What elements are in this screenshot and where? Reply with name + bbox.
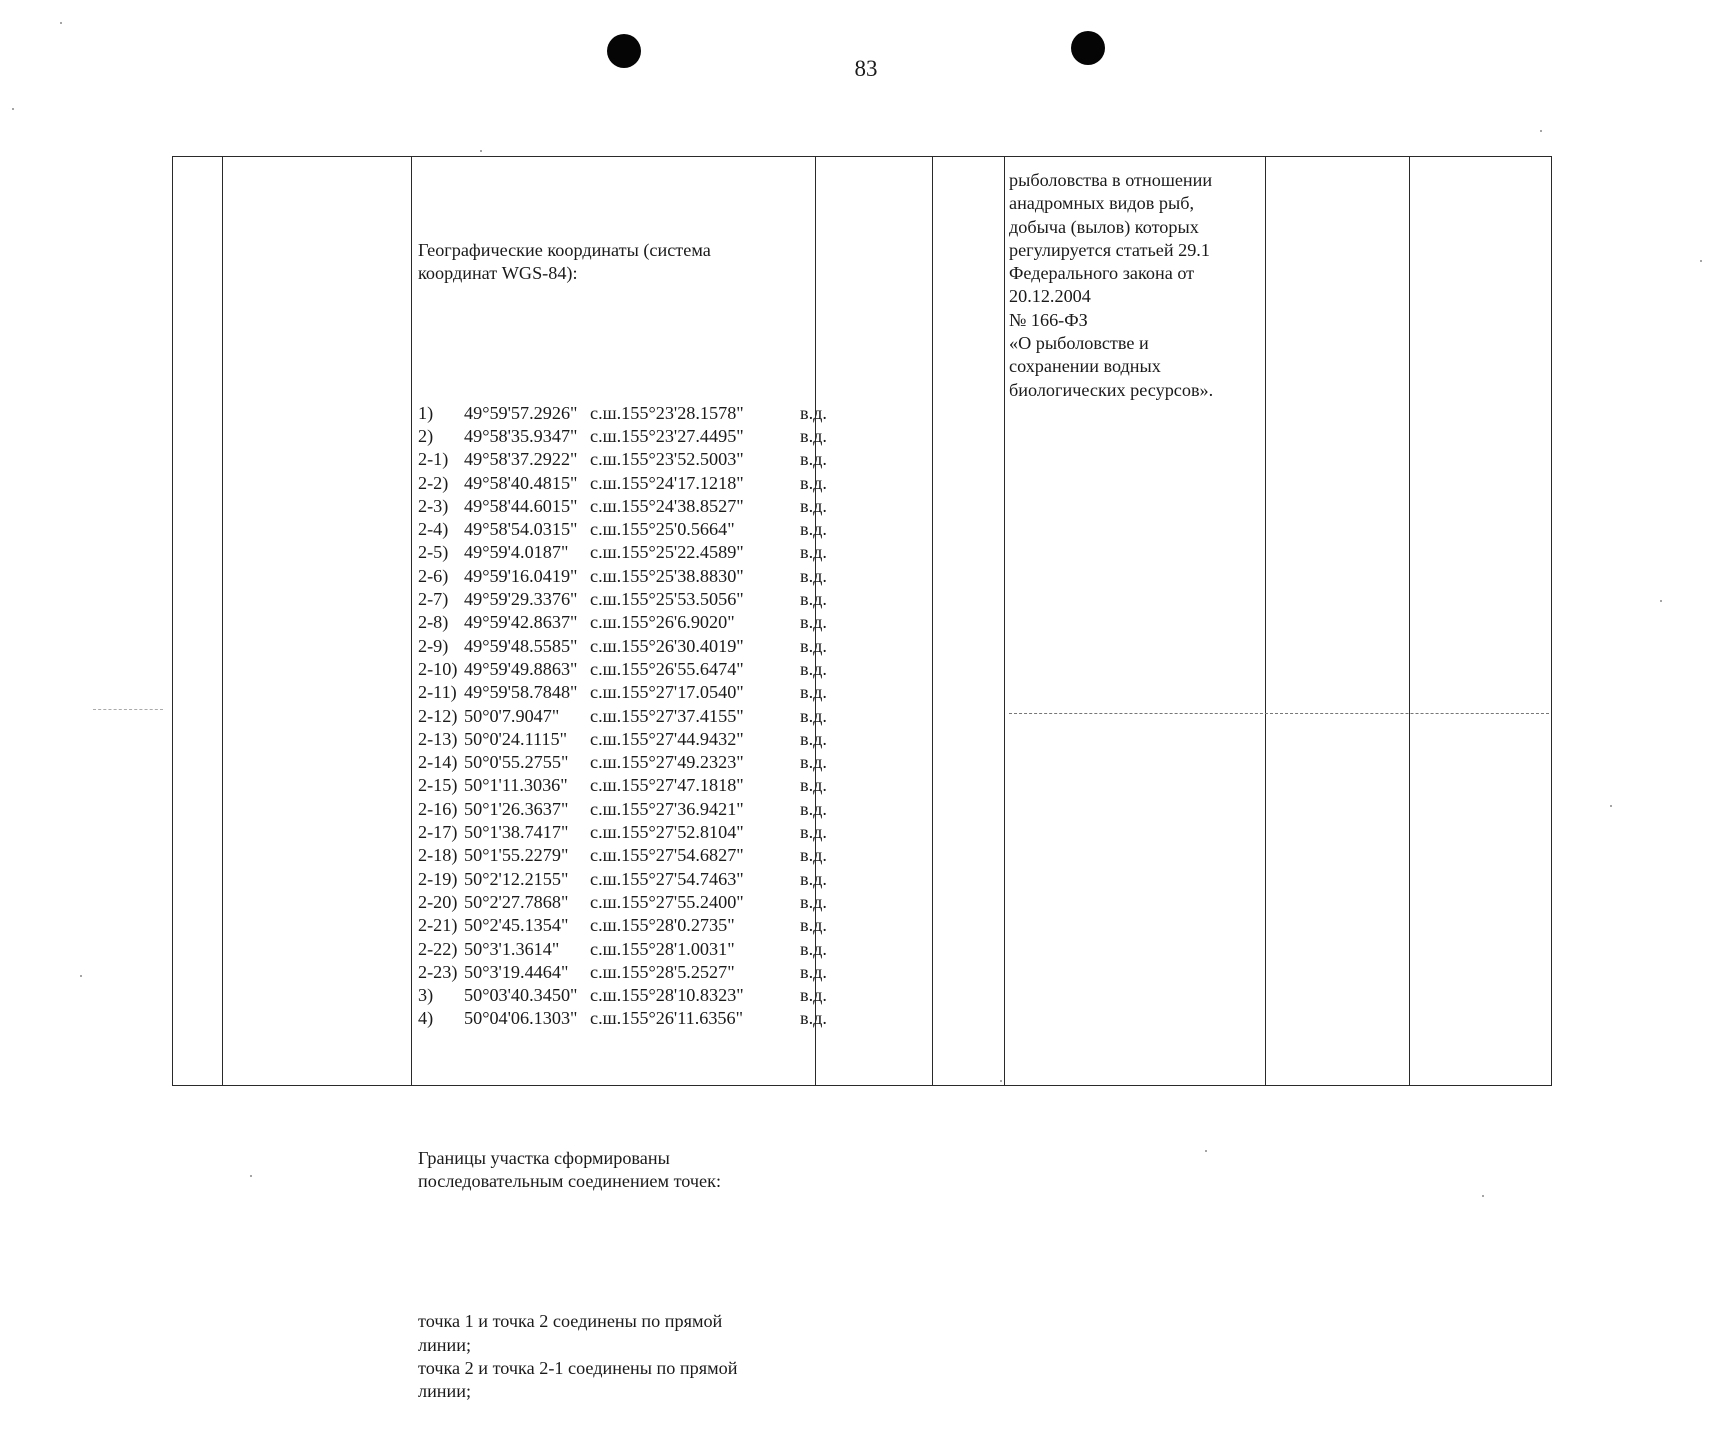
longitude: с.ш.155°26'6.9020" [590,612,735,633]
coordinate-row [418,751,827,774]
direction-label: в.д. [800,891,827,912]
direction-label: в.д. [800,612,827,633]
point-number: 2-20) [418,891,458,912]
coordinate-row [418,472,827,495]
coordinate-row [418,588,827,611]
direction-label: в.д. [800,938,827,959]
column-divider [1409,157,1410,1085]
direction-label: в.д. [800,1008,827,1029]
coordinate-row [418,565,827,588]
latitude: 49°58'37.2922" [464,449,578,470]
direction-label: в.д. [800,775,827,796]
coordinate-row [418,658,827,681]
point-number: 2-4) [418,519,449,540]
latitude: 49°59'29.3376" [464,589,578,610]
faint-line [93,709,163,710]
longitude: с.ш.155°25'0.5664" [590,519,735,540]
point-number: 2-18) [418,845,458,866]
point-number: 2-19) [418,868,458,889]
direction-label: в.д. [800,915,827,936]
scan-speck [12,108,14,110]
longitude: с.ш.155°25'38.8830" [590,565,744,586]
coordinate-row [418,868,827,891]
point-number: 2-9) [418,635,449,656]
scan-speck [1000,1080,1002,1082]
point-number: 2-8) [418,612,449,633]
latitude: 50°0'55.2755" [464,752,569,773]
point-number: 2-6) [418,565,449,586]
longitude: с.ш.155°28'10.8323" [590,985,744,1006]
page-number: 83 [854,56,878,81]
point-number: 2-10) [418,658,458,679]
longitude: с.ш.155°25'22.4589" [590,542,744,563]
direction-label: в.д. [800,868,827,889]
longitude: с.ш.155°24'38.8527" [590,495,744,516]
latitude: 50°2'27.7868" [464,891,569,912]
column-divider [222,157,223,1085]
coordinate-row [418,984,827,1007]
latitude: 49°58'35.9347" [464,425,578,446]
direction-label: в.д. [800,822,827,843]
latitude: 50°1'55.2279" [464,845,569,866]
latitude: 50°03'40.3450" [464,985,578,1006]
point-number: 2-16) [418,798,458,819]
direction-label: в.д. [800,752,827,773]
latitude: 49°58'40.4815" [464,472,578,493]
point-number: 2-2) [418,472,449,493]
longitude: с.ш.155°23'28.1578" [590,402,744,423]
direction-label: в.д. [800,449,827,470]
coordinate-row [418,938,827,961]
coordinate-row [418,635,827,658]
longitude: с.ш.155°27'47.1818" [590,775,744,796]
scan-speck [1482,1195,1484,1197]
point-number: 2-14) [418,752,458,773]
coordinate-row [418,611,827,634]
direction-label: в.д. [800,635,827,656]
longitude: с.ш.155°26'30.4019" [590,635,744,656]
longitude: с.ш.155°23'52.5003" [590,449,744,470]
point-number: 4) [418,1008,434,1029]
longitude: с.ш.155°23'27.4495" [590,425,744,446]
longitude: с.ш.155°26'11.6356" [590,1008,744,1029]
point-number: 2-15) [418,775,458,796]
longitude: с.ш.155°27'54.7463" [590,868,744,889]
point-number: 2-21) [418,915,458,936]
boundary-connections: точка 1 и точка 2 соединены по прямой линии; точка 2 и точка 2-1 соединены по прямой линии; [418,1311,738,1402]
longitude: с.ш.155°27'36.9421" [590,798,744,819]
latitude: 49°59'16.0419" [464,565,578,586]
coordinate-row [418,961,827,984]
coordinate-list [418,402,827,1031]
coordinate-row [418,448,827,471]
scan-speck [1610,805,1612,807]
point-number: 2-23) [418,961,458,982]
latitude: 50°1'11.3036" [464,775,568,796]
point-number: 2-7) [418,589,449,610]
direction-label: в.д. [800,589,827,610]
coordinate-row [418,914,827,937]
coordinate-row [418,821,827,844]
direction-label: в.д. [800,845,827,866]
coordinate-row [418,844,827,867]
scan-speck [480,150,482,152]
coordinate-row [418,891,827,914]
longitude: с.ш.155°28'1.0031" [590,938,735,959]
scan-speck [60,22,62,24]
regulation-cell: рыболовства в отношении анадромных видов рыб, добыча (вылов) которых регулируется статьей 29.1 Федерального закона от 20.12.2004 № 166-ФЗ «О рыболовстве и сохранении водных биологических ресурсов». [1009,170,1214,400]
direction-label: в.д. [800,705,827,726]
longitude: с.ш.155°27'54.6827" [590,845,744,866]
latitude: 49°59'48.5585" [464,635,578,656]
point-number: 1) [418,402,434,423]
longitude: с.ш.155°27'55.2400" [590,891,744,912]
longitude: с.ш.155°27'37.4155" [590,705,744,726]
latitude: 50°0'24.1115" [464,728,568,749]
longitude: с.ш.155°28'0.2735" [590,915,735,936]
punch-hole-left [607,34,641,68]
point-number: 2-3) [418,495,449,516]
latitude: 50°3'19.4464" [464,961,569,982]
direction-label: в.д. [800,519,827,540]
longitude: с.ш.155°25'53.5056" [590,589,744,610]
faint-line [1009,713,1549,714]
latitude: 50°0'7.9047" [464,705,560,726]
longitude: с.ш.155°27'17.0540" [590,682,744,703]
coordinate-row [418,495,827,518]
longitude: с.ш.155°24'17.1218" [590,472,744,493]
direction-label: в.д. [800,798,827,819]
latitude: 50°3'1.3614" [464,938,560,959]
coordinate-row [418,774,827,797]
latitude: 50°2'12.2155" [464,868,569,889]
column-divider [1265,157,1266,1085]
coordinates-cell [418,192,827,1450]
point-number: 2-11) [418,682,457,703]
direction-label: в.д. [800,565,827,586]
point-number: 2-1) [418,449,449,470]
direction-label: в.д. [800,682,827,703]
latitude: 50°1'26.3637" [464,798,569,819]
point-number: 2-13) [418,728,458,749]
direction-label: в.д. [800,961,827,982]
coordinate-row [418,728,827,751]
latitude: 49°59'4.0187" [464,542,569,563]
scan-speck [1540,130,1542,132]
coordinate-row [418,705,827,728]
latitude: 49°58'44.6015" [464,495,578,516]
latitude: 49°58'54.0315" [464,519,578,540]
coordinate-row [418,798,827,821]
latitude: 49°59'58.7848" [464,682,578,703]
direction-label: в.д. [800,472,827,493]
direction-label: в.д. [800,402,827,423]
document-table [172,156,1552,1402]
coordinate-row [418,1007,827,1030]
direction-label: в.д. [800,495,827,516]
column-divider [1004,157,1005,1085]
point-number: 2-17) [418,822,458,843]
boundary-heading: Границы участка сформированы последовательным соединением точек: [418,1148,722,1192]
point-number: 2-22) [418,938,458,959]
latitude: 49°59'49.8863" [464,658,578,679]
point-number: 2-5) [418,542,449,563]
scan-speck [1660,600,1662,602]
coordinate-row [418,681,827,704]
coordinate-row [418,425,827,448]
coordinate-row [418,541,827,564]
latitude: 49°59'42.8637" [464,612,578,633]
point-number: 2) [418,425,434,446]
direction-label: в.д. [800,658,827,679]
direction-label: в.д. [800,542,827,563]
column-divider [411,157,412,1085]
latitude: 49°59'57.2926" [464,402,578,423]
scan-speck [250,1175,252,1177]
point-number: 3) [418,985,434,1006]
direction-label: в.д. [800,985,827,1006]
longitude: с.ш.155°27'52.8104" [590,822,744,843]
longitude: с.ш.155°27'44.9432" [590,728,744,749]
scan-speck [80,975,82,977]
latitude: 50°04'06.1303" [464,1008,578,1029]
coordinate-row [418,518,827,541]
longitude: с.ш.155°26'55.6474" [590,658,744,679]
scan-speck [1700,260,1702,262]
column-divider [932,157,933,1085]
punch-hole-right [1071,31,1105,65]
scan-speck [1205,1150,1207,1152]
longitude: с.ш.155°27'49.2323" [590,752,744,773]
coordinate-row [418,402,827,425]
latitude: 50°1'38.7417" [464,822,569,843]
latitude: 50°2'45.1354" [464,915,569,936]
direction-label: в.д. [800,728,827,749]
point-number: 2-12) [418,705,458,726]
direction-label: в.д. [800,425,827,446]
coordinates-heading: Географические координаты (система координат WGS-84): [418,239,711,283]
longitude: с.ш.155°28'5.2527" [590,961,735,982]
